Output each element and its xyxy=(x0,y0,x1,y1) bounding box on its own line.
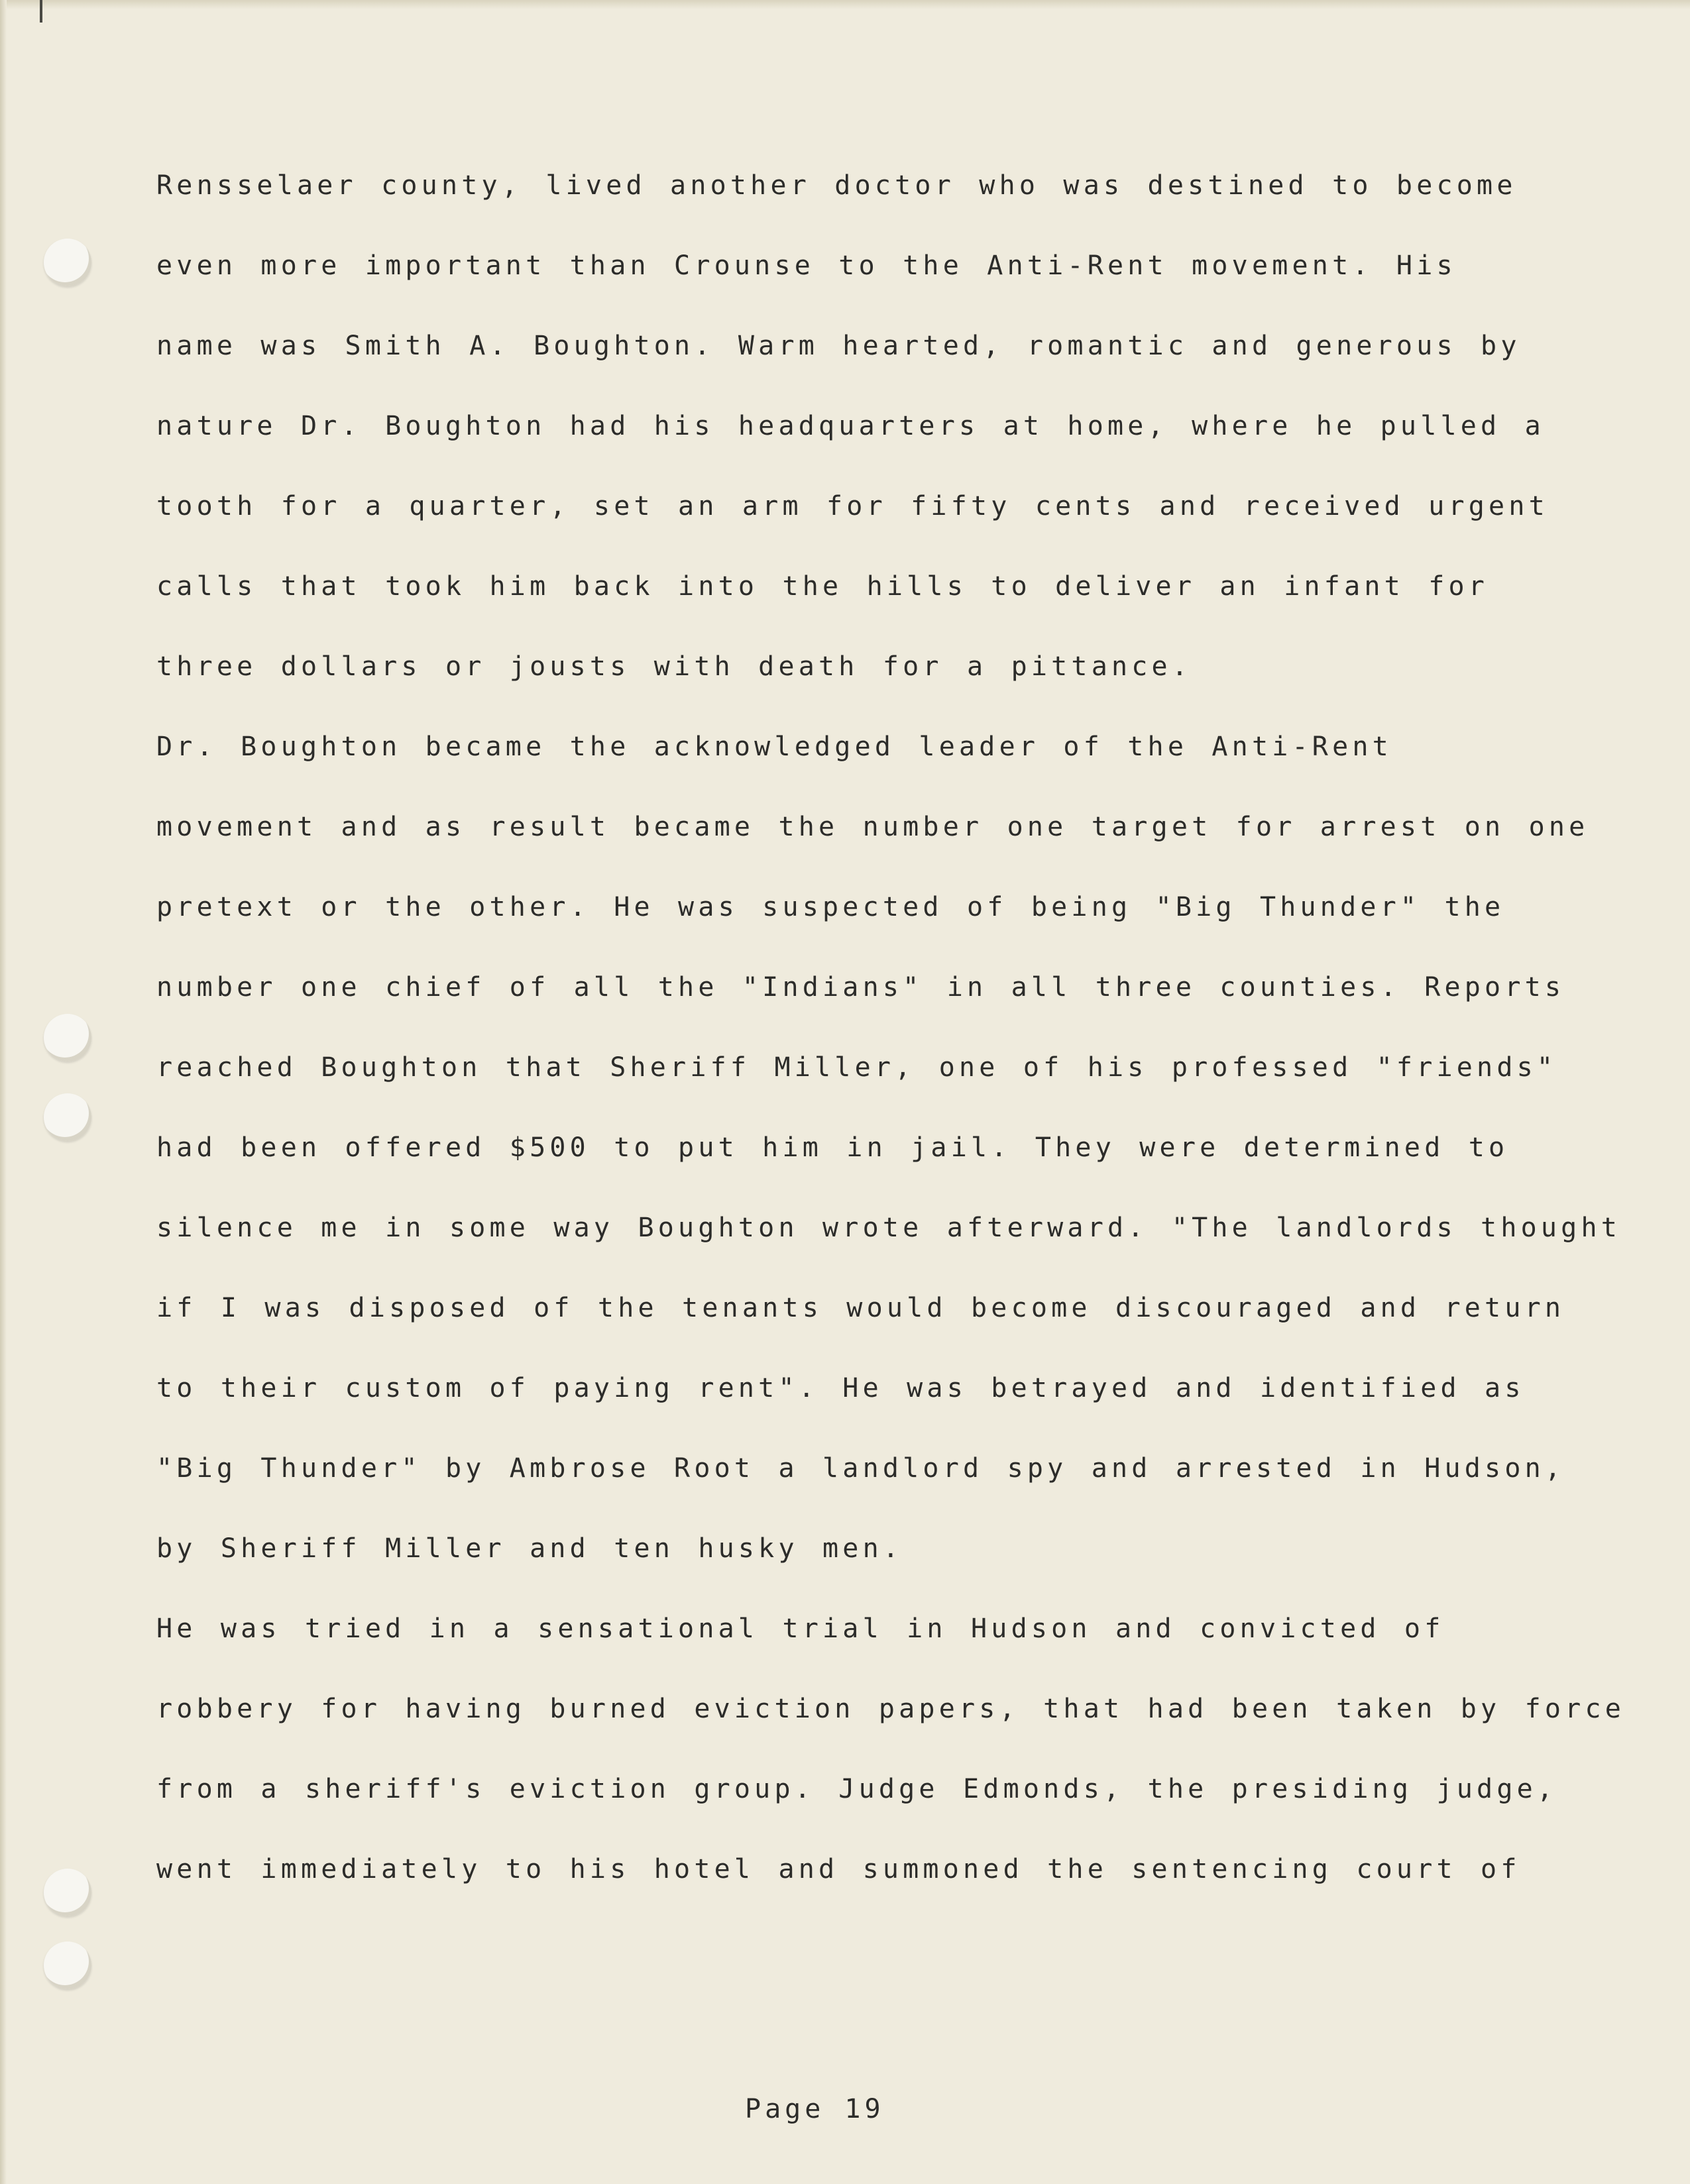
text-line: if I was disposed of the tenants would become discouraged and return xyxy=(156,1293,1565,1323)
text-line: Dr. Boughton became the acknowledged leader of the Anti-Rent xyxy=(156,732,1392,762)
text-line: by Sheriff Miller and ten husky men. xyxy=(156,1533,903,1564)
binder-hole-5 xyxy=(44,1941,91,1989)
text-line: robbery for having burned eviction papers, that had been taken by force xyxy=(156,1694,1626,1724)
text-line: nature Dr. Boughton had his headquarters at home, where he pulled a xyxy=(156,411,1545,441)
text-line: pretext or the other. He was suspected of being "Big Thunder" the xyxy=(156,892,1505,922)
text-line: even more important than Crounse to the Anti-Rent movement. His xyxy=(156,250,1457,281)
text-line: "Big Thunder" by Ambrose Root a landlord spy and arrested in Hudson, xyxy=(156,1453,1565,1484)
text-line: three dollars or jousts with death for a pittance. xyxy=(156,651,1192,682)
text-line: movement and as result became the number one target for arrest on one xyxy=(156,812,1589,842)
text-line: to their custom of paying rent". He was betrayed and identified as xyxy=(156,1373,1525,1403)
text-line: silence me in some way Boughton wrote afterward. "The landlords thought xyxy=(156,1213,1622,1243)
page-left-edge xyxy=(0,0,7,2184)
text-line: tooth for a quarter, set an arm for fifty cents and received urgent xyxy=(156,491,1549,521)
binder-hole-4 xyxy=(44,1869,91,1916)
text-line: from a sheriff's eviction group. Judge Edmonds, the presiding judge, xyxy=(156,1774,1557,1804)
binder-hole-3 xyxy=(44,1093,91,1141)
binder-hole-1 xyxy=(44,239,91,286)
typed-text-body xyxy=(156,159,1626,1923)
text-line: number one chief of all the "Indians" in all three counties. Reports xyxy=(156,972,1565,1003)
text-line: He was tried in a sensational trial in Hudson and convicted of xyxy=(156,1613,1445,1644)
text-line: went immediately to his hotel and summoned the sentencing court of xyxy=(156,1854,1521,1884)
text-line: had been offered $500 to put him in jail. They were determined to xyxy=(156,1132,1509,1163)
text-line: name was Smith A. Boughton. Warm hearted, romantic and generous by xyxy=(156,331,1521,361)
text-line: reached Boughton that Sheriff Miller, one of his professed "friends" xyxy=(156,1052,1557,1083)
text-line: Rensselaer county, lived another doctor who was destined to become xyxy=(156,170,1517,201)
page-top-edge xyxy=(0,0,1690,9)
binder-hole-2 xyxy=(44,1014,91,1062)
corner-mark xyxy=(40,0,42,23)
text-line: calls that took him back into the hills to deliver an infant for xyxy=(156,571,1489,602)
page-number: Page 19 xyxy=(745,2094,885,2124)
